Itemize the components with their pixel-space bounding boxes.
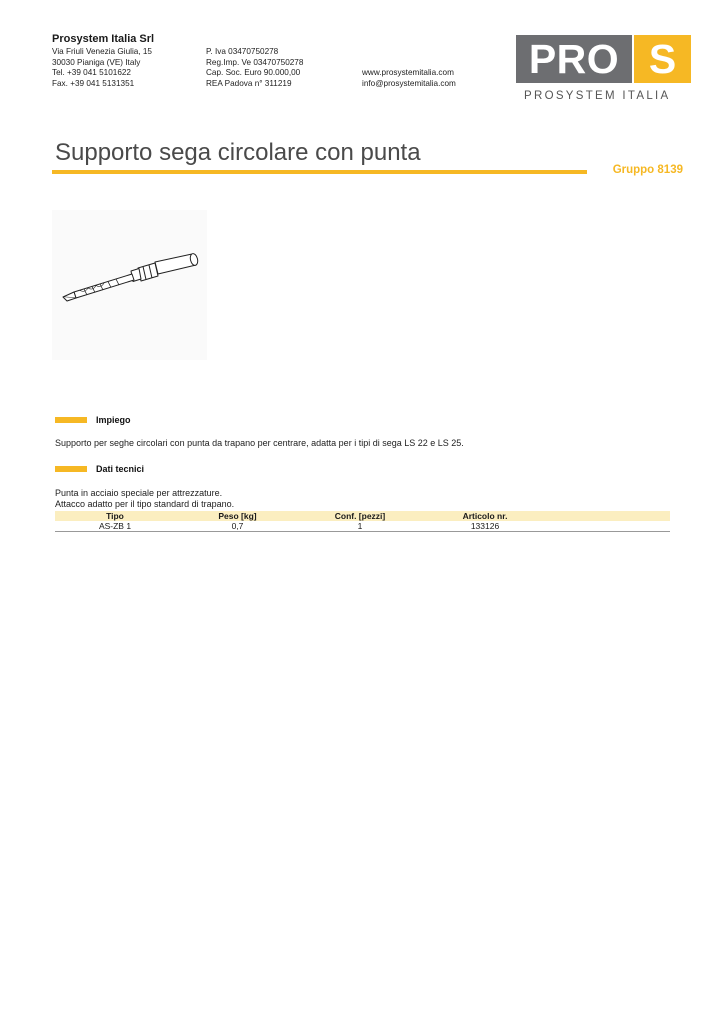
cell-peso: 0,7 [175, 521, 300, 532]
phone: Tel. +39 041 5101622 [52, 68, 131, 77]
cell-conf: 1 [300, 521, 420, 532]
section-marker-dati-tecnici [55, 466, 87, 472]
spec-table [55, 511, 670, 532]
logo-s-text: S [648, 36, 677, 82]
email-link[interactable]: info@prosystemitalia.com [362, 78, 456, 88]
column-header-filler [550, 511, 670, 521]
group-label: Gruppo 8139 [612, 164, 683, 176]
vat-number: P. Iva 03470750278 [206, 47, 279, 56]
logo-subtitle: PROSYSTEM ITALIA [524, 90, 671, 102]
page-title: Supporto sega circolare con punta [55, 139, 421, 166]
cell-articolo: 133126 [420, 521, 550, 532]
impiego-description: Supporto per seghe circolari con punta da trapano per centrare, adatta per i tipi di sega LS 22 e LS 25. [55, 438, 464, 448]
column-header-peso: Peso [kg] [175, 511, 300, 521]
fax: Fax. +39 041 5131351 [52, 78, 135, 88]
website-link[interactable]: www.prosystemitalia.com [362, 68, 454, 77]
logo-pro-text: PRO [528, 36, 620, 82]
contact-block [362, 68, 456, 89]
section-heading-impiego: Impiego [96, 415, 131, 425]
registry-number: Reg.Imp. Ve 03470750278 [206, 57, 304, 67]
address-line: 30030 Pianiga (VE) Italy [52, 57, 141, 67]
drill-bit-illustration [52, 210, 207, 360]
tech-spec-line: Attacco adatto per il tipo standard di trapano. [55, 499, 235, 509]
registration-block [206, 47, 303, 89]
column-header-conf: Conf. [pezzi] [300, 511, 420, 521]
tech-spec-line: Punta in acciaio speciale per attrezzature. [55, 488, 223, 498]
section-heading-dati-tecnici: Dati tecnici [96, 464, 145, 474]
share-capital: Cap. Soc. Euro 90.000,00 [206, 68, 301, 77]
cell-filler [550, 521, 670, 532]
product-image [52, 210, 207, 360]
company-name: Prosystem Italia Srl [52, 33, 155, 45]
column-header-articolo: Articolo nr. [420, 511, 550, 521]
table-row [55, 521, 670, 532]
column-header-tipo: Tipo [55, 511, 175, 521]
table-header-row [55, 511, 670, 521]
address-block [52, 47, 152, 89]
company-logo [516, 35, 691, 109]
address-line: Via Friuli Venezia Giulia, 15 [52, 47, 152, 56]
cell-tipo: AS-ZB 1 [55, 521, 175, 532]
section-marker-impiego [55, 417, 87, 423]
rea-number: REA Padova n° 311219 [206, 78, 292, 88]
title-underline [52, 170, 587, 174]
